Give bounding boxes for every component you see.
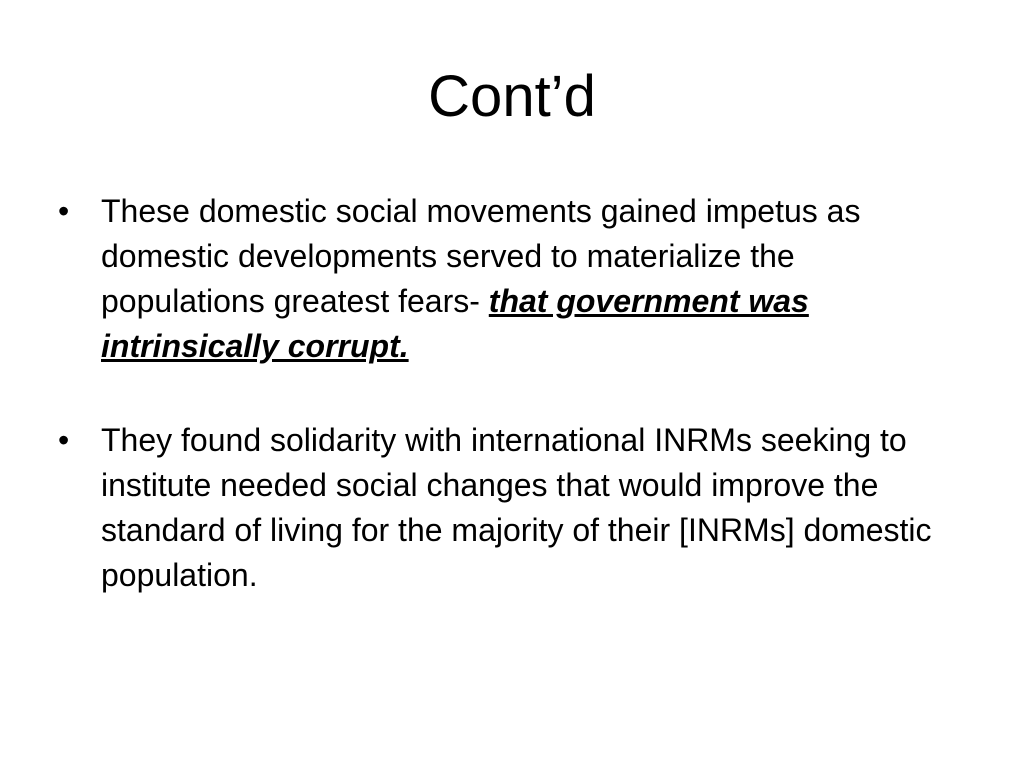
bullet-emphasis-1: that government was intrinsically corrupt.: [101, 283, 809, 364]
bullet-text-1: These domestic social movements gained impetus as domestic developments served to materialize the populations greatest fears-: [101, 193, 861, 319]
slide-title: Cont’d: [428, 64, 596, 129]
bullet-icon: •: [58, 193, 70, 229]
bullet-item-1: [58, 189, 948, 369]
bullet-item-2: [58, 418, 948, 598]
bullet-icon: •: [58, 422, 70, 458]
bullet-text-2: They found solidarity with international INRMs seeking to institute needed social changes that would improve the standard of living for the majority of their [INRMs] domestic population.: [101, 422, 932, 593]
bullet-list: [58, 189, 948, 598]
